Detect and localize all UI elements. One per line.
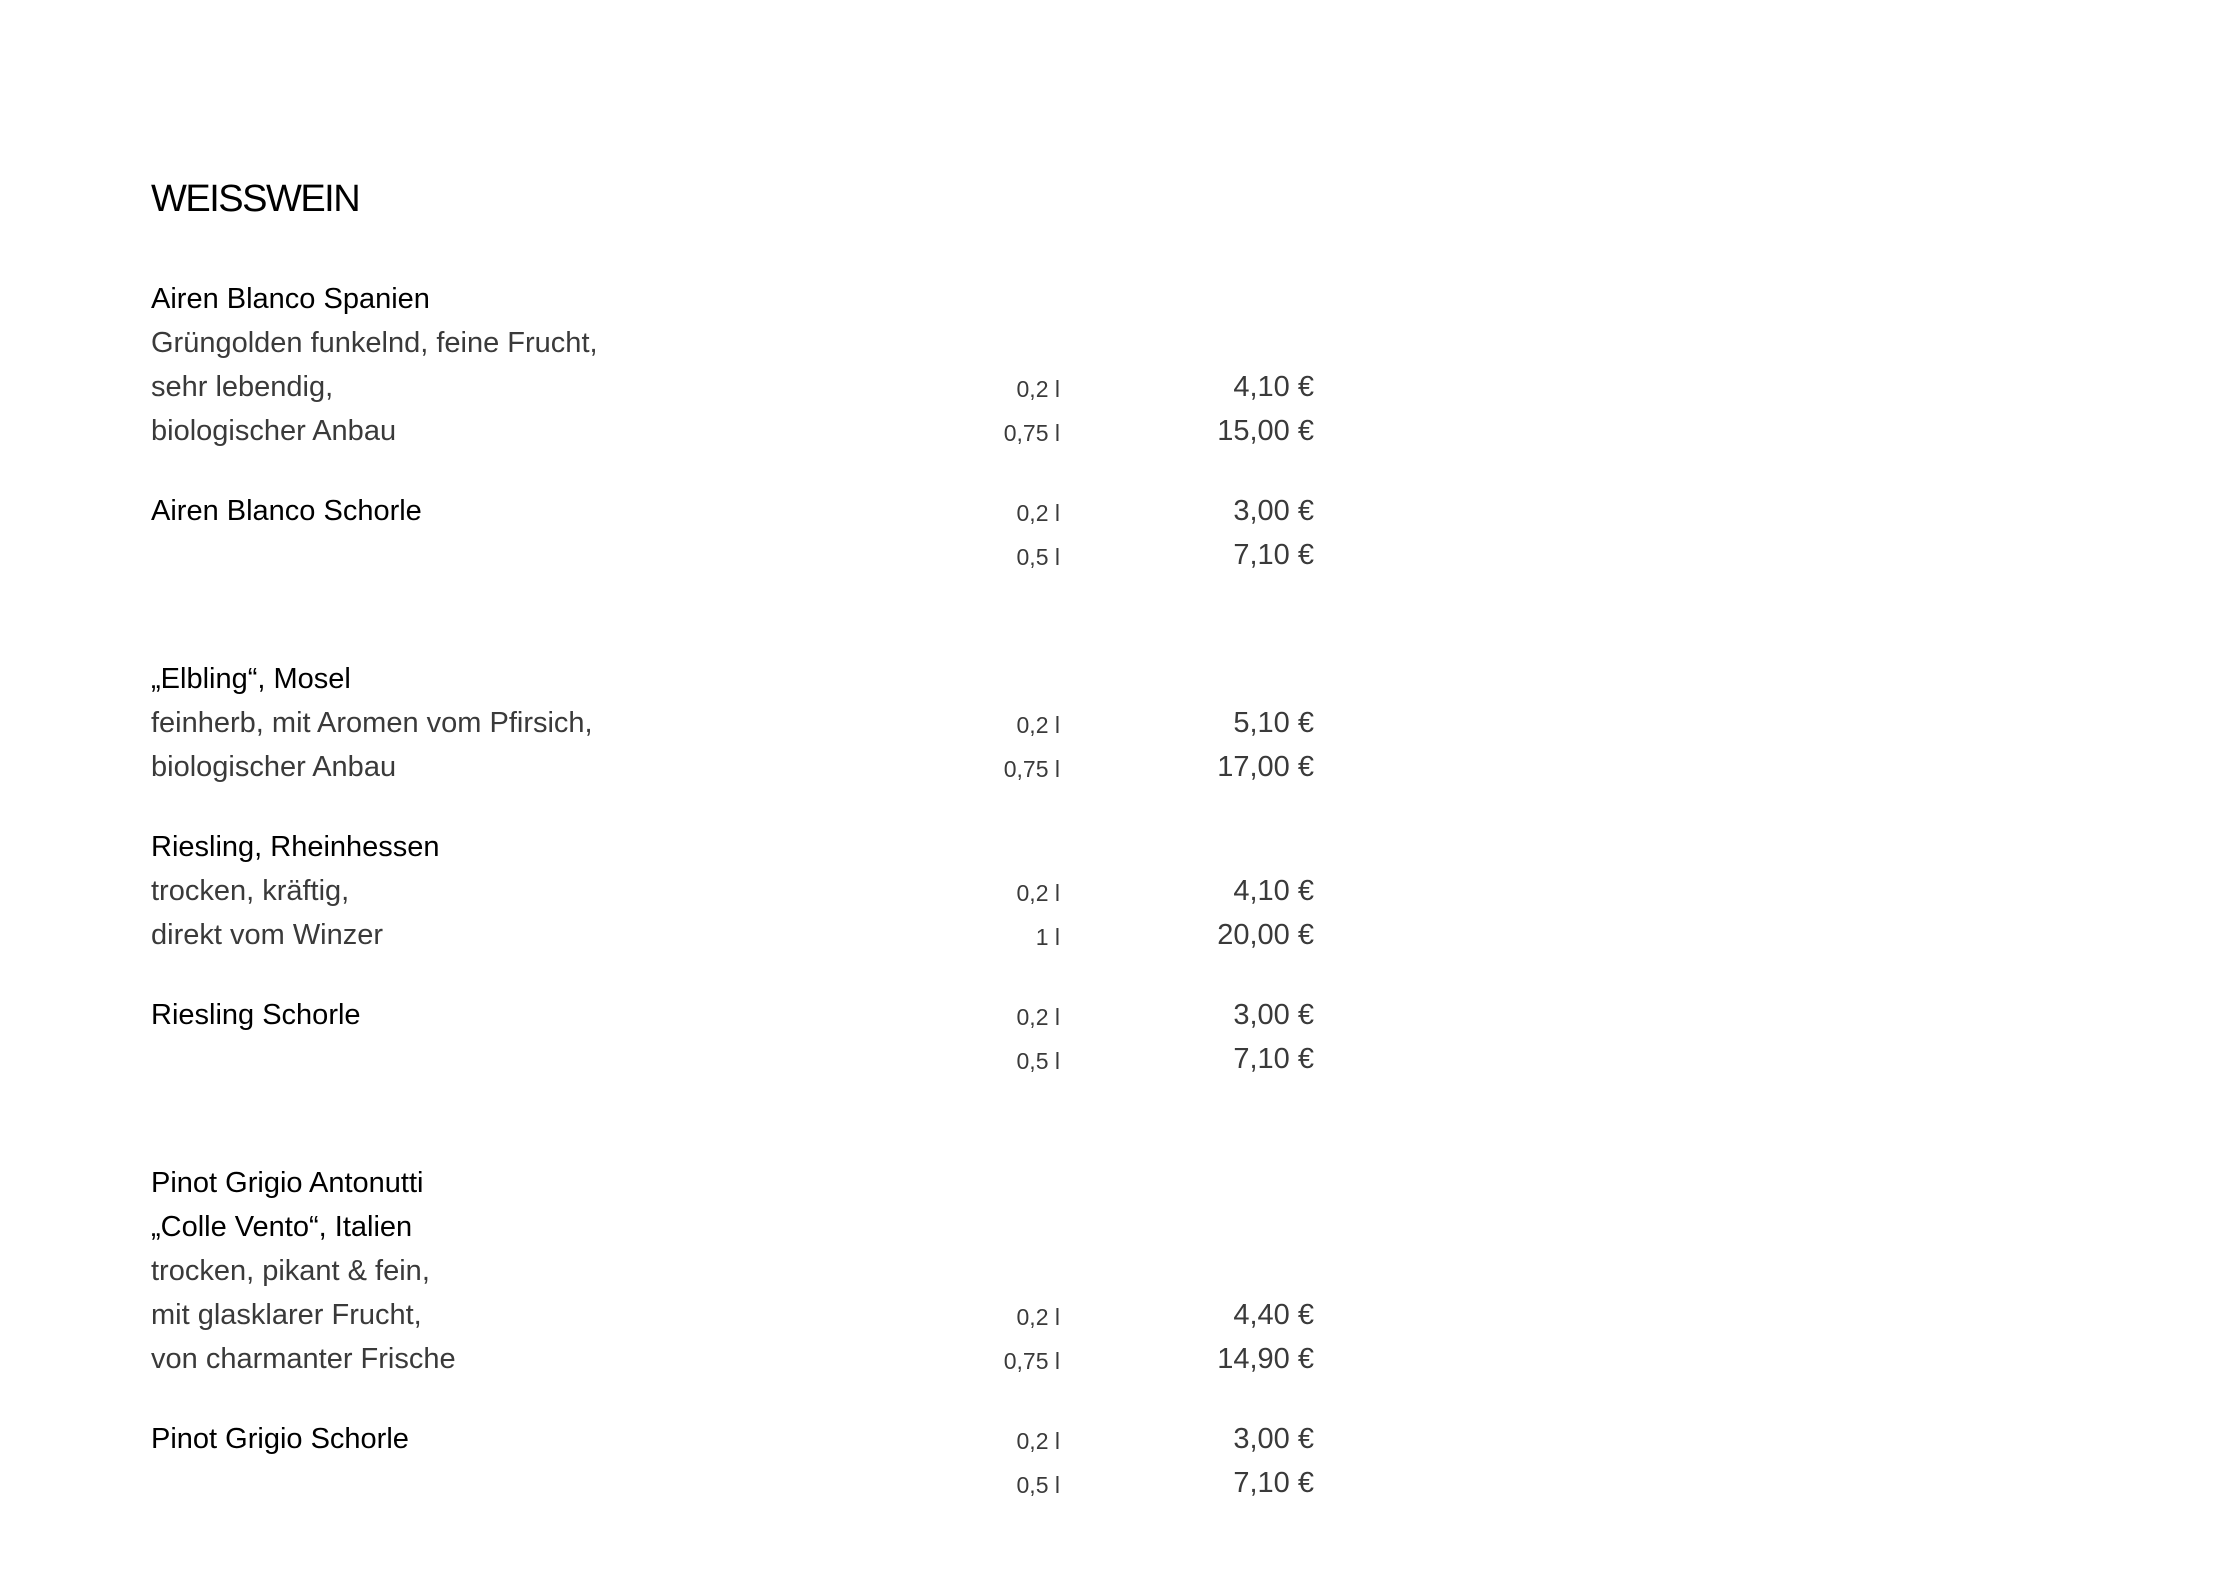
wine-name: Airen Blanco Spanien — [151, 283, 430, 315]
wine-volume: 1 l — [1035, 924, 1060, 950]
wine-price: 14,90 € — [1217, 1343, 1314, 1375]
wine-volume: 0,2 l — [1016, 1004, 1060, 1030]
wine-name: „Elbling“, Mosel — [151, 663, 351, 695]
wine-line — [151, 657, 1171, 701]
wine-volume: 0,5 l — [1016, 544, 1060, 570]
wine-line — [151, 533, 1314, 577]
wine-volume: 0,2 l — [1016, 376, 1060, 402]
wine-volume: 0,75 l — [1003, 756, 1060, 782]
wine-line — [151, 1161, 1171, 1205]
wine-volume: 0,2 l — [1016, 880, 1060, 906]
wine-description: sehr lebendig, — [151, 371, 334, 403]
wine-description: Grüngolden funkelnd, feine Frucht, — [151, 327, 598, 359]
wine-price: 4,10 € — [1233, 875, 1314, 907]
wine-volume: 0,2 l — [1016, 712, 1060, 738]
wine-price: 15,00 € — [1217, 415, 1314, 447]
wine-line — [151, 489, 1314, 533]
wine-price: 7,10 € — [1233, 1043, 1314, 1075]
wine-price: 3,00 € — [1233, 1423, 1314, 1455]
wine-name: Riesling Schorle — [151, 999, 361, 1031]
wine-name: Pinot Grigio Antonutti — [151, 1167, 424, 1199]
wine-line — [151, 277, 1171, 321]
wine-description: trocken, pikant & fein, — [151, 1255, 430, 1287]
wine-line — [151, 321, 1171, 365]
wine-description: feinherb, mit Aromen vom Pfirsich, — [151, 707, 593, 739]
wine-name: Airen Blanco Schorle — [151, 495, 422, 527]
wine-description: biologischer Anbau — [151, 751, 397, 783]
wine-description: direkt vom Winzer — [151, 919, 384, 951]
wine-price: 7,10 € — [1233, 539, 1314, 571]
section-title: WEISSWEIN — [151, 178, 360, 220]
wine-line — [151, 913, 1314, 957]
wine-line — [151, 1461, 1314, 1505]
wine-line — [151, 1293, 1314, 1337]
wine-volume: 0,5 l — [1016, 1048, 1060, 1074]
wine-line — [151, 825, 1171, 869]
wine-line — [151, 869, 1314, 913]
wine-description: von charmanter Frische — [151, 1343, 456, 1375]
wine-line — [151, 701, 1314, 745]
wine-volume: 0,5 l — [1016, 1472, 1060, 1498]
wine-price: 7,10 € — [1233, 1467, 1314, 1499]
wine-line — [151, 993, 1314, 1037]
wine-line — [151, 1249, 1171, 1293]
wine-price: 17,00 € — [1217, 751, 1314, 783]
wine-line — [151, 745, 1314, 789]
wine-line — [151, 1205, 1171, 1249]
wine-line — [151, 365, 1314, 409]
wine-price: 4,40 € — [1233, 1299, 1314, 1331]
wine-price: 3,00 € — [1233, 495, 1314, 527]
wine-line — [151, 1337, 1314, 1381]
wine-description: biologischer Anbau — [151, 415, 397, 447]
wine-price: 20,00 € — [1217, 919, 1314, 951]
wine-price: 5,10 € — [1233, 707, 1314, 739]
wine-name: Pinot Grigio Schorle — [151, 1423, 409, 1455]
wine-description: mit glasklarer Frucht, — [151, 1299, 422, 1331]
wine-line — [151, 1037, 1314, 1081]
wine-volume: 0,2 l — [1016, 1428, 1060, 1454]
wine-price: 4,10 € — [1233, 371, 1314, 403]
wine-volume: 0,2 l — [1016, 500, 1060, 526]
wine-volume: 0,2 l — [1016, 1304, 1060, 1330]
wine-volume: 0,75 l — [1003, 420, 1060, 446]
wine-name: Riesling, Rheinhessen — [151, 831, 440, 863]
wine-line — [151, 1417, 1314, 1461]
wine-line — [151, 409, 1314, 453]
wine-price: 3,00 € — [1233, 999, 1314, 1031]
wine-description: trocken, kräftig, — [151, 875, 350, 907]
wine-name: „Colle Vento“, Italien — [151, 1211, 413, 1243]
wine-volume: 0,75 l — [1003, 1348, 1060, 1374]
